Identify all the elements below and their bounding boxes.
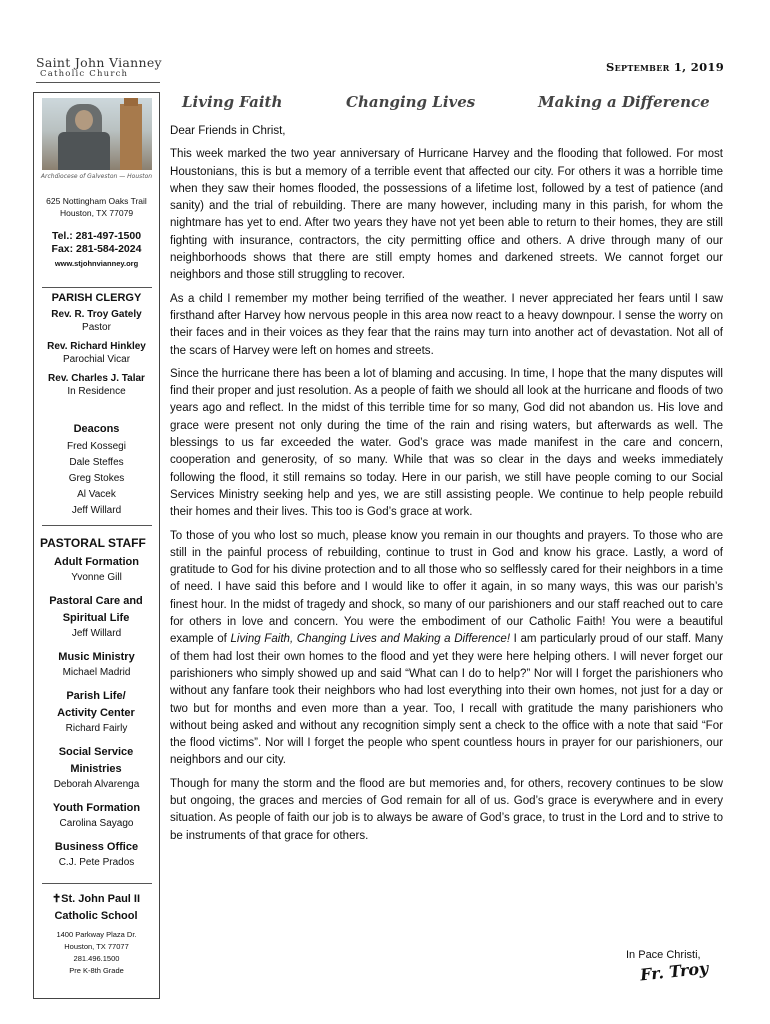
staff-person: Carolina Sayago [59, 818, 134, 829]
staff-person: C.J. Pete Prados [58, 857, 135, 868]
school-address-line2: Houston, TX 77077 [64, 942, 129, 951]
website-link[interactable]: www.stjohnvianney.org [54, 259, 139, 268]
staff-role: Adult Formation [54, 556, 139, 568]
staff-heading: PASTORAL STAFF [40, 536, 146, 550]
motto-making-difference: Making a Difference [538, 93, 710, 111]
telephone: Tel.: 281-497-1500 [51, 230, 142, 242]
clergy-name: Rev. R. Troy Gately [51, 309, 142, 320]
staff-role: Music Ministry [58, 651, 135, 663]
staff-person: Jeff Willard [71, 628, 122, 639]
divider [42, 525, 152, 526]
archdiocese-caption: Archdiocese of Galveston — Houston [40, 173, 153, 180]
letter-paragraph [170, 528, 723, 770]
school-section [34, 891, 159, 977]
parish-subtitle: Catholic Church [40, 69, 129, 79]
parish-address [34, 195, 159, 219]
letter-paragraph: This week marked the two year anniversary of Hurricane Harvey and the flooding that followed. For most Houstonians, this is but a memory of a terrible event that affected our city. For others it was a horrible time when they saw their homes flooded, the possessions of a lifetime lost, followed by a test of patience (and sanity) and the trial of rebuilding. There are many however, including many in this parish, for whom the nightmare has yet to end. After two years they have not yet been able to return to their homes, they are still fighting with insurance, contractors, the city permitting office and others. A drive through many of our neighborhoods shows that there are still empty homes and darkened streets. We cannot forget our neighbors and those still struggling to recover. [170, 148, 723, 282]
staff-role: Parish Life/ Activity Center [57, 690, 135, 719]
address-line1: 625 Nottingham Oaks Trail [46, 196, 147, 206]
school-address-line1: 1400 Parkway Plaza Dr. [56, 930, 137, 939]
clergy-title: Parochial Vicar [62, 354, 131, 365]
deacon-name: Al Vacek [77, 489, 116, 500]
staff-person: Yvonne Gill [71, 572, 122, 583]
deacons-heading: Deacons [73, 423, 120, 435]
deacon-name: Dale Steffes [69, 457, 124, 468]
staff-role: Pastoral Care and Spiritual Life [49, 595, 143, 624]
pastor-letter [170, 123, 723, 851]
staff-role: Youth Formation [52, 802, 141, 814]
deacon-name: Jeff Willard [71, 505, 122, 516]
staff-person: Deborah Alvarenga [53, 779, 140, 790]
clergy-title: Pastor [82, 322, 111, 333]
letter-text: To those of you who lost so much, please know you remain in our thoughts and prayers. To those who are still in the painful process of rebuilding, continue to trust in God and know his grace. Lastly, a word of gratitude to God for his divine protection and to all those who so selflessly cared for their neighbors in a time of need. I have said this before and I would like to offer it again, in so many ways, this was our parish’s finest hour. In the midst of tragedy and shock, so many of our parishioners and our staff reached out to care for others in love and concern. You were the embodiment of our Catholic Faith! You were a beautiful example of [170, 529, 723, 646]
motto-changing-lives: Changing Lives [346, 93, 476, 111]
saint-robe [58, 132, 110, 170]
school-grades: Pre K-8th Grade [69, 966, 124, 975]
pastor-signature: Fr. Troy [639, 958, 710, 985]
letter-text: I am particularly proud of our staff. Many of them had lost their own homes to the flood and yet they were here helping others. I will never forget our parishioners who simply showed up and said “What can I do to help?” Nor will I forget the parishioners who without any fanfare took their neighbors who had lost everything into their own homes, not just for a day or two but for months and even more than a year. Too, I recall with gratitude the many parishioners who without being asked and without any recognition simply sent a check to the office with a note that said “For the flood victims”. Nor will I forget the people who spent countless hours in prayer for our parishioners, our neighbors and our city. [170, 633, 723, 767]
staff-person: Michael Madrid [62, 667, 131, 678]
parish-name: Saint John Vianney [36, 55, 162, 70]
clergy-title: In Residence [67, 386, 126, 397]
letter-paragraph: Since the hurricane there has been a lot of blaming and accusing. In time, I hope that the many disputes will find their proper and just resolution. As a people of faith we should all look at the hurricane and floods of two years ago and reflect. In the midst of this terrible time for so many, God did not abandon us. His love and grace were present not only during the time of the rain and rising waters, but afterwards as well. The blessings to us far exceeded the water. God’s grace was made manifest in the care and concern, cooperation and generosity, of so many. While that was so clear in the days and weeks immediately following the flood, it still remains so today. Here in our parish, we still have people coming to our Social Services Ministry seeking help and yes, we are still assisting people. We continue to help people rebuild their homes and their lives. This too is God’s grace at work. [170, 367, 723, 519]
letter-greeting: Dear Friends in Christ, [170, 125, 286, 137]
clergy-heading: PARISH CLERGY [51, 292, 142, 304]
letter-paragraph: As a child I remember my mother being terrified of the weather. I never appreciated her fears until I saw firsthand after Harvey how nervous people in this area now react to a heavy downpour. I sense the worry on their faces and in their voices as they fear that the rains may turn into another act of devastation. Not all of the scars of Harvey were left on homes and streets. [170, 292, 723, 357]
church-tower [120, 104, 142, 170]
bulletin-date: September 1, 2019 [606, 60, 724, 74]
staff-role: Social Service Ministries [58, 746, 134, 775]
clergy-section [34, 292, 159, 398]
parish-contact [34, 230, 159, 268]
motto-living-faith: Living Faith [182, 93, 283, 111]
sidebar [33, 92, 160, 999]
deacon-name: Greg Stokes [68, 473, 125, 484]
staff-section [34, 536, 159, 870]
letter-paragraph: Though for many the storm and the flood are but memories and, for others, recovery continues to be slow but ongoing, the graces and mercies of God remain for all of us. God’s grace is everywhere and in every situation. As people of faith our job is to always be aware of God’s grace, to trust in the Lord and to strive to be instruments of that grace for others. [170, 777, 723, 842]
parish-logo [36, 56, 166, 83]
letter-italic-motto: Living Faith, Changing Lives and Making a Difference! [230, 633, 511, 646]
school-phone: 281.496.1500 [73, 954, 120, 963]
st-john-vianney-photo [42, 98, 152, 170]
logo-divider [36, 82, 160, 83]
staff-role: Business Office [54, 841, 139, 853]
divider [42, 883, 152, 884]
deacons-section [34, 423, 159, 519]
address-line2: Houston, TX 77079 [59, 208, 134, 218]
motto-headers [170, 93, 710, 115]
clergy-name: Rev. Charles J. Talar [48, 373, 145, 384]
deacon-name: Fred Kossegi [67, 441, 126, 452]
staff-person: Richard Fairly [65, 723, 128, 734]
clergy-name: Rev. Richard Hinkley [47, 341, 146, 352]
letter-closing: In Pace Christi, [626, 949, 701, 961]
school-name: ✝St. John Paul II Catholic School [51, 893, 141, 922]
saint-face [75, 110, 93, 130]
divider [42, 287, 152, 288]
fax: Fax: 281-584-2024 [51, 243, 142, 255]
